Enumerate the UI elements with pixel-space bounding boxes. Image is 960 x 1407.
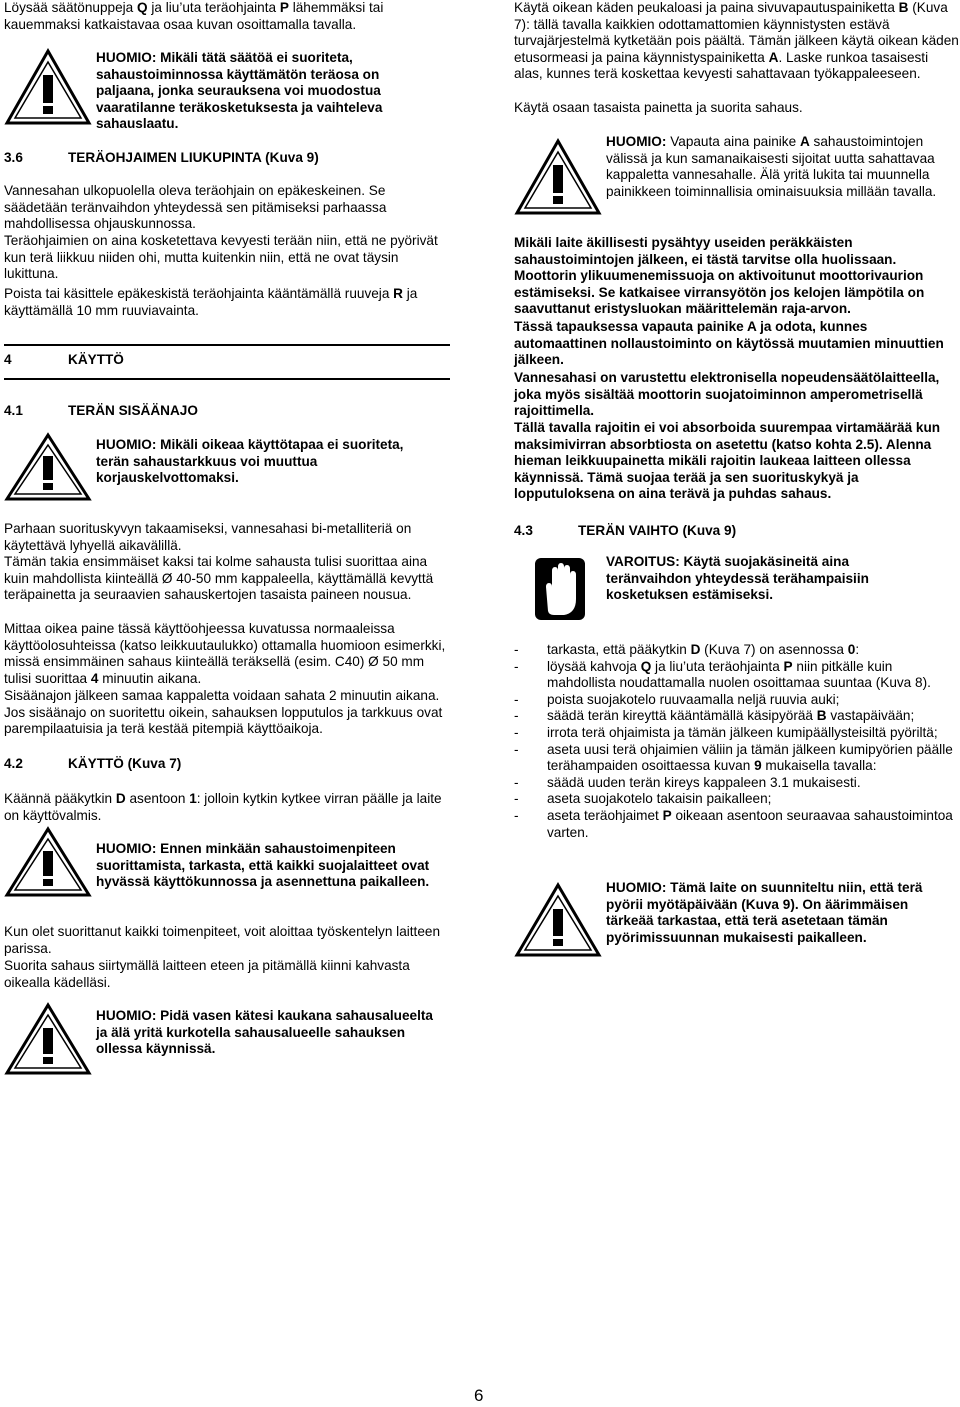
section-title: TERÄN VAIHTO (Kuva 9)	[578, 523, 737, 538]
list-item: - tarkasta, että pääkytkin D (Kuva 7) on asennossa 0:	[514, 642, 860, 657]
stop-hand-icon	[534, 557, 586, 621]
bold-paragraph-5: Tällä tavalla rajoitin ei voi absorboida suurempaa virtamäärää kun maksimivirran absorbtiosta on asetettu (katso kohta 2.5). Alenna hieman leikkuupainetta mikäli rajoitin laukeaa laitteen ollessa käynnissä. Tämä suojaa terää ja sen suorituskykyä ja lopputuloksena on aina terävä ja puhdas sahaus.	[514, 420, 941, 502]
section-number: 4.2	[4, 756, 23, 771]
bold-paragraph-4: Vannesahasi on varustettu elektronisella nopeudensäätölaitteella, joka myös sisältää moottorin suojatoiminnon amperometrisellä rajoittimella.	[514, 370, 940, 419]
page-number: 6	[474, 1386, 484, 1405]
s42-paragraph-1: Käännä pääkytkin D asentoon 1: jolloin kytkin kytkee virran päälle ja laite on käyttövalmis.	[4, 791, 442, 823]
s42-paragraph-2: Kun olet suorittanut kaikki toimenpiteet, voit aloittaa työskentelyn laitteen parissa.	[4, 924, 441, 956]
s41-paragraph-2: Tämän takia ensimmäiset kaksi tai kolme sahausta tulisi suorittaa aina kuin mahdollista kiinteällä Ø 40-50 mm kappaleella, käyttämällä kevyttä teräpainetta ja seuraavien sahauskertojen tasaista paineen nousua.	[4, 554, 434, 603]
rule-top	[4, 344, 450, 346]
section-number: 3.6	[4, 150, 23, 165]
s41-paragraph-3: Mittaa oikea paine tässä käyttöohjeessa kuvatussa normaaleissa käyttöolosuhteissa (katso leikkuutaulukko) ottamalla huomioon esimerkki, missä ensimmäinen sahaus kiinteällä teräksellä (esim. C40) Ø 50 mm tulisi suorittaa 4 minuutin aikana.	[4, 621, 446, 686]
s41-paragraph-1: Parhaan suorituskyvyn takaamiseksi, vannesahasi bi-metalliteriä on käytettävä lyhyellä aikavälillä.	[4, 521, 412, 553]
section-number: 4	[4, 352, 12, 367]
list-item: - löysää kahvoja Q ja liu’uta teräohjainta P niin pitkälle kuin mahdollista noudattamalla nuolen osoittamaa suuntaa (Kuva 8).	[514, 658, 931, 691]
list-item: - aseta suojakotelo takaisin paikalleen;	[514, 791, 772, 807]
bold-paragraph-1: Mikäli laite äkillisesti pysähtyy useiden peräkkäisten sahaustoimintojen jälkeen, ei tästä tarvitse olla huolissaan.	[514, 235, 897, 267]
note-wear-gloves: VAROITUS: Käytä suojakäsineitä aina teränvaihdon yhteydessä terähampaisiin kosketuksen estämiseksi.	[606, 554, 869, 603]
s41-paragraph-4: Sisäänajon jälkeen samaa kappaletta voidaan sahata 2 minuutin aikana. Jos sisäänajo on suoritettu oikein, sahauksen lopputulos ja tarkkuus ovat parempilaatuisia ja terä kestää pitempiä käyttöaikoja.	[4, 688, 443, 737]
warning-triangle-icon	[4, 48, 92, 126]
list-item: - poista suojakotelo ruuvaamalla neljä ruuvia auki;	[514, 691, 840, 707]
blade-change-steps	[514, 642, 960, 841]
list-item: - aseta uusi terä ohjaimien väliin ja tämän jälkeen kumipyörien päälle terähampaiden osoittaessa kuvan 9 mukaisella tavalla:	[514, 741, 953, 774]
note-release-button: HUOMIO: Vapauta aina painike A sahaustoimintojen välissä ja kun samanaikaisesti sijoitat uutta sahattavaa kappaletta vannesahalle. Älä yritä lukita tai muunnella painikkeen toiminnallisia ominaisuuksia millään tavalla.	[606, 134, 937, 199]
note-rotation-direction: HUOMIO: Tämä laite on suunniteltu niin, että terä pyörii myötäpäivään (Kuva 9). On äärimmäisen tärkeää tarkastaa, että terä asetetaan tämän pyörimissuunnan mukaisesti paikalleen.	[606, 880, 923, 945]
section-number: 4.1	[4, 403, 23, 418]
note-break-in-warning: HUOMIO: Mikäli oikeaa käyttötapaa ei suoriteta, terän sahaustarkkuus voi muuttua korjauskelvottomaksi.	[96, 437, 404, 486]
section-title: TERÄN SISÄÄNAJO	[68, 403, 198, 418]
note-adjust-warning: HUOMIO: Mikäli tätä säätöä ei suoriteta, sahaustoiminnossa käyttämätön teräosa on paljaana, jonka seurauksena voi muodostua vaaratilanne teräkosketuksesta ja vaihteleva sahauslaatu.	[96, 50, 383, 132]
warning-triangle-icon	[4, 1002, 92, 1076]
list-item: - säädä terän kireyttä kääntämällä käsipyörää B vastapäivään;	[514, 708, 915, 724]
warning-triangle-icon	[4, 826, 92, 898]
s42-paragraph-3: Suorita sahaus siirtymällä laitteen eteen ja pitämällä kiinni kahvasta oikealla kädelläsi.	[4, 958, 410, 990]
s36-paragraph-3: Poista tai käsittele epäkeskistä teräohjainta kääntämällä ruuveja R ja käyttämällä 10 mm ruuviavainta.	[4, 286, 418, 318]
section-title: TERÄOHJAIMEN LIUKUPINTA (Kuva 9)	[68, 150, 319, 165]
intro-paragraph: Löysää säätönuppeja Q ja liu’uta teräohjainta P lähemmäksi tai kauemmaksi katkaistavaa osaa kuvan osoittamalla tavalla.	[4, 0, 384, 32]
list-item: - aseta teräohjaimet P oikeaan asentoon seuraavaa sahaustoimintoa varten.	[514, 807, 953, 840]
rule-bottom	[4, 378, 450, 380]
right-paragraph-2: Käytä osaan tasaista painetta ja suorita sahaus.	[514, 100, 803, 115]
note-keep-hand-away: HUOMIO: Pidä vasen kätesi kaukana sahausalueelta ja älä yritä kurkotella sahausalueelle sahauksen ollessa käynnissä.	[96, 1008, 433, 1057]
section-number: 4.3	[514, 523, 533, 538]
section-title: KÄYTTÖ	[68, 352, 124, 367]
warning-triangle-icon	[4, 432, 92, 502]
s36-paragraph-2: Teräohjaimien on aina kosketettava kevyesti terään niin, että ne pyörivät kun terä liikkuu niiden ohi, mutta kuitenkin niin, että ne ovat täysin lukittuna.	[4, 233, 438, 282]
right-paragraph-1: Käytä oikean käden peukaloasi ja paina sivuvapautuspainiketta B (Kuva 7): tällä tavalla kaikkien odottamattomien käynnistysten estävä turvajärjestelmä kytketään pois päältä. Tämän jälkeen käytä oikean käden etusormeasi ja paina käynnistyspainiketta A. Laske runkoa tasaisesti alas, kunnes terä koskettaa kevyesti sahattavaan työkappaleeseen.	[514, 0, 959, 82]
s36-paragraph-1: Vannesahan ulkopuolella oleva teräohjain on epäkeskeinen. Se säädetään teränvaihdon yhteydessä sen pitämiseksi parhaassa mahdollisessa ohjauskunnossa.	[4, 183, 387, 232]
bold-paragraph-2: Moottorin ylikuumenemissuoja on aktivoitunut moottorivaurion estämiseksi. Se katkaisee virransyötön jos kelojen lämpötila on saavuttanut eristysluokan määrittelemän raja-arvon.	[514, 268, 925, 317]
list-item: - irrota terä ohjaimista ja tämän jälkeen kumipäällysteisiltä pyöriltä;	[514, 724, 938, 740]
section-title: KÄYTTÖ (Kuva 7)	[68, 756, 182, 771]
warning-triangle-icon	[514, 138, 602, 216]
bold-paragraph-3: Tässä tapauksessa vapauta painike A ja odota, kunnes automaattinen nollaustoiminto on käytössä muutamien minuuttien jälkeen.	[514, 319, 944, 368]
note-safety-devices: HUOMIO: Ennen minkään sahaustoimenpiteen suorittamista, tarkasta, että kaikki suojalaitteet ovat hyvässä käyttökunnossa ja asennettuna paikalleen.	[96, 841, 430, 890]
warning-triangle-icon	[514, 882, 602, 958]
list-item: - säädä uuden terän kireys kappaleen 3.1 mukaisesti.	[514, 774, 861, 790]
